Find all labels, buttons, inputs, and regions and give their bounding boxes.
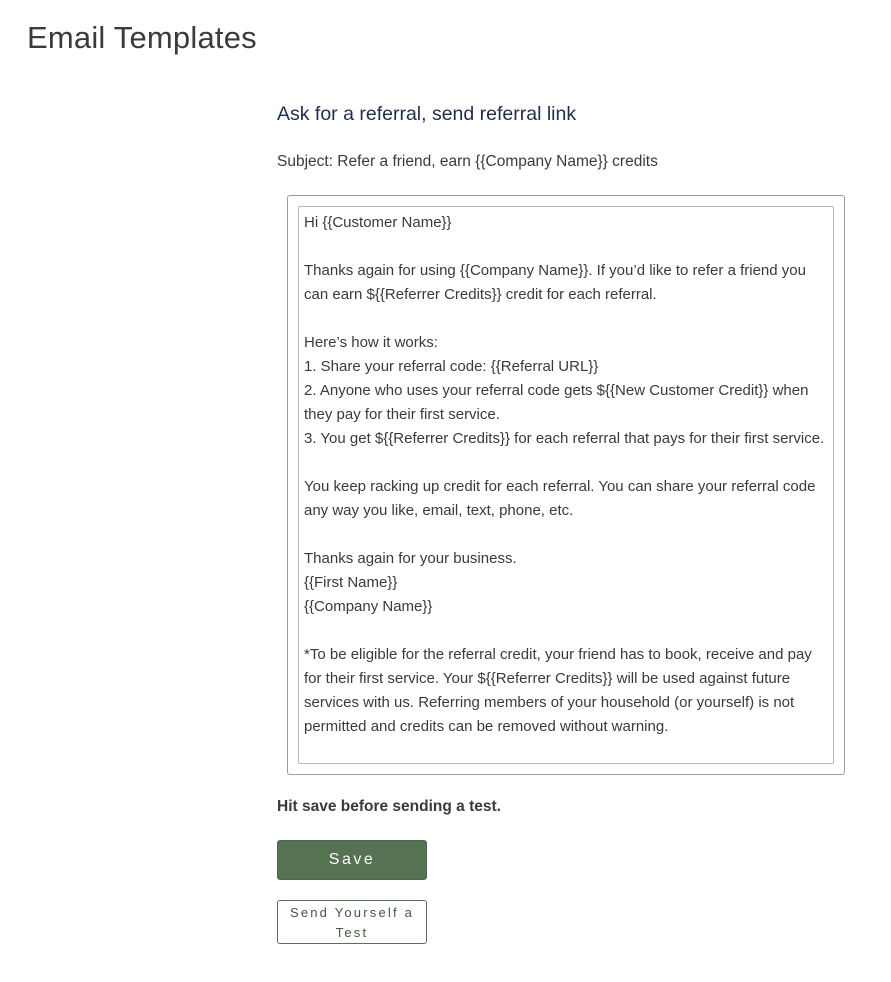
send-test-button[interactable]: Send Yourself a Test	[277, 900, 427, 944]
page-title: Email Templates	[27, 20, 257, 55]
body-disclaimer: *To be eligible for the referral credit, your friend has to book, receive and pay for their first service. Your ${{Referrer Credits}} will be used against future services with us. Referring members of your household (or yourself) is not permitted and credits can be removed without warning.	[304, 646, 812, 735]
body-greeting: Hi {{Customer Name}}	[304, 214, 452, 231]
template-section	[277, 100, 857, 940]
body-step-1: 1. Share your referral code: {{Referral URL}}	[304, 358, 599, 375]
body-company-name: {{Company Name}}	[304, 598, 433, 615]
template-title: Ask for a referral, send referral link	[277, 103, 577, 125]
body-step-3: 3. You get ${{Referrer Credits}} for each referral that pays for their first service.	[304, 430, 825, 447]
email-subject: Subject: Refer a friend, earn {{Company Name}} credits	[277, 153, 658, 170]
body-keep: You keep racking up credit for each referral. You can share your referral code any way you like, email, text, phone, etc.	[304, 478, 816, 519]
body-first-name: {{First Name}}	[304, 574, 398, 591]
save-button[interactable]: Save	[277, 840, 427, 880]
save-hint: Hit save before sending a test.	[277, 798, 501, 815]
body-intro: Thanks again for using {{Company Name}}. If you’d like to refer a friend you can earn ${{Referrer Credits}} credit for each referral.	[304, 262, 806, 303]
body-thanks: Thanks again for your business.	[304, 550, 517, 567]
body-step-2: 2. Anyone who uses your referral code gets ${{New Customer Credit}} when they pay for their first service.	[304, 382, 809, 423]
body-how-heading: Here’s how it works:	[304, 334, 438, 351]
editor-frame	[287, 195, 845, 775]
email-body-editor[interactable]	[298, 206, 834, 764]
